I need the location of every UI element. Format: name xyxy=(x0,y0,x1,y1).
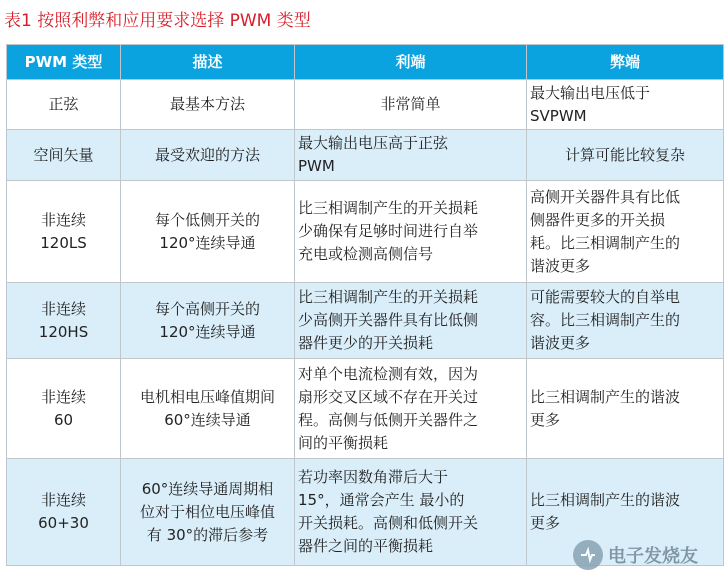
cell-line: 程。高侧与低侧开关器件之 xyxy=(298,410,479,429)
header-row xyxy=(7,45,724,80)
cell-line: 电机相电压峰值期间 xyxy=(139,387,275,406)
cell-pro xyxy=(295,283,527,359)
cell-desc xyxy=(121,359,295,459)
cell-line: 谐波更多 xyxy=(530,256,591,275)
cell-line: 有 30°的滞后参考 xyxy=(146,525,269,544)
cell-con xyxy=(527,80,724,130)
header-desc: 描述 xyxy=(121,45,295,80)
cell-pro xyxy=(295,359,527,459)
watermark-text: 电子发烧友 xyxy=(608,546,698,567)
cell-desc xyxy=(121,459,295,566)
cell-line: 高侧开关器件具有比低 xyxy=(530,187,681,206)
cell-line: 非常简单 xyxy=(380,95,441,113)
cell-type xyxy=(7,283,121,359)
cell-type xyxy=(7,130,121,181)
cell-line: 开关损耗。高侧和低侧开关 xyxy=(298,514,479,532)
cell-line: 60°连续导通周期相 xyxy=(141,479,274,498)
header-type: PWM 类型 xyxy=(7,45,121,80)
cell-line: 最受欢迎的方法 xyxy=(154,145,260,164)
cell-line: 间的平衡损耗 xyxy=(298,433,389,452)
cell-line: 非连续 xyxy=(40,387,86,406)
cell-line: 谐波更多 xyxy=(530,334,591,352)
cell-line: 正弦 xyxy=(48,95,79,113)
cell-line: 少确保有足够时间进行自举 xyxy=(298,222,479,240)
cell-line: 比三相调制产生的谐波 xyxy=(530,387,681,406)
cell-con xyxy=(527,130,724,181)
cell-line: 位对于相位电压峰值 xyxy=(139,502,275,521)
cell-line: 器件之间的平衡损耗 xyxy=(298,537,434,555)
cell-desc xyxy=(121,181,295,283)
cell-line: 空间矢量 xyxy=(33,145,94,164)
cell-pro xyxy=(295,181,527,283)
cell-line: 每个低侧开关的 xyxy=(154,210,260,229)
cell-type xyxy=(7,359,121,459)
cell-type xyxy=(7,181,121,283)
cell-pro xyxy=(295,130,527,181)
cell-line: 非连续 xyxy=(40,210,86,229)
watermark xyxy=(573,538,723,572)
table-row xyxy=(7,130,724,181)
cell-line: 120°连续导通 xyxy=(159,233,256,252)
cell-line: 最大输出电压高于正弦 xyxy=(298,134,449,152)
cell-line: 每个高侧开关的 xyxy=(154,299,260,318)
cell-line: 最大输出电压低于 xyxy=(530,83,651,102)
cell-type xyxy=(7,459,121,566)
cell-line: 耗。比三相调制产生的 xyxy=(530,233,681,252)
table-row xyxy=(7,359,724,459)
cell-desc xyxy=(121,130,295,181)
table-row xyxy=(7,283,724,359)
pwm-type-table xyxy=(6,44,724,566)
cell-line: 计算可能比较复杂 xyxy=(564,145,685,164)
cell-line: 器件更少的开关损耗 xyxy=(298,334,434,352)
table-caption: 表1 按照利弊和应用要求选择 PWM 类型 xyxy=(4,11,311,31)
cell-line: 60+30 xyxy=(38,514,89,532)
cell-line: SVPWM xyxy=(530,106,587,125)
cell-con xyxy=(527,181,724,283)
cell-line: 120°连续导通 xyxy=(159,322,256,341)
watermark-logo-icon xyxy=(573,540,603,570)
cell-line: 可能需要较大的自举电 xyxy=(530,288,681,306)
cell-line: 比三相调制产生的开关损耗 xyxy=(298,288,479,306)
cell-line: 充电或检测高侧信号 xyxy=(298,245,434,263)
cell-line: 容。比三相调制产生的 xyxy=(530,311,681,329)
cell-con xyxy=(527,359,724,459)
cell-line: 60 xyxy=(53,410,74,429)
cell-desc xyxy=(121,283,295,359)
cell-line: 更多 xyxy=(530,514,561,532)
cell-type xyxy=(7,80,121,130)
cell-con xyxy=(527,283,724,359)
cell-pro xyxy=(295,80,527,130)
cell-line: 少高侧开关器件具有比低侧 xyxy=(298,311,479,329)
cell-line: PWM xyxy=(298,157,335,175)
cell-pro xyxy=(295,459,527,566)
cell-desc xyxy=(121,80,295,130)
cell-line: 非连续 xyxy=(40,491,86,509)
header-pro: 利端 xyxy=(295,45,527,80)
header-con: 弊端 xyxy=(527,45,724,80)
cell-line: 若功率因数角滞后大于 xyxy=(298,468,449,486)
cell-line: 非连续 xyxy=(40,299,86,318)
cell-line: 比三相调制产生的谐波 xyxy=(530,491,681,509)
cell-line: 扇形交叉区域不存在开关过 xyxy=(298,387,479,406)
cell-line: 120LS xyxy=(40,233,87,252)
cell-line: 最基本方法 xyxy=(169,95,245,113)
cell-line: 15°，通常会产生 最小的 xyxy=(298,491,465,509)
cell-line: 对单个电流检测有效，因为 xyxy=(298,364,479,383)
table-row xyxy=(7,80,724,130)
cell-line: 更多 xyxy=(530,410,561,429)
cell-line: 120HS xyxy=(38,322,89,341)
cell-line: 侧器件更多的开关损 xyxy=(530,210,666,229)
cell-line: 比三相调制产生的开关损耗 xyxy=(298,199,479,217)
cell-line: 60°连续导通 xyxy=(164,410,251,429)
table-row xyxy=(7,181,724,283)
